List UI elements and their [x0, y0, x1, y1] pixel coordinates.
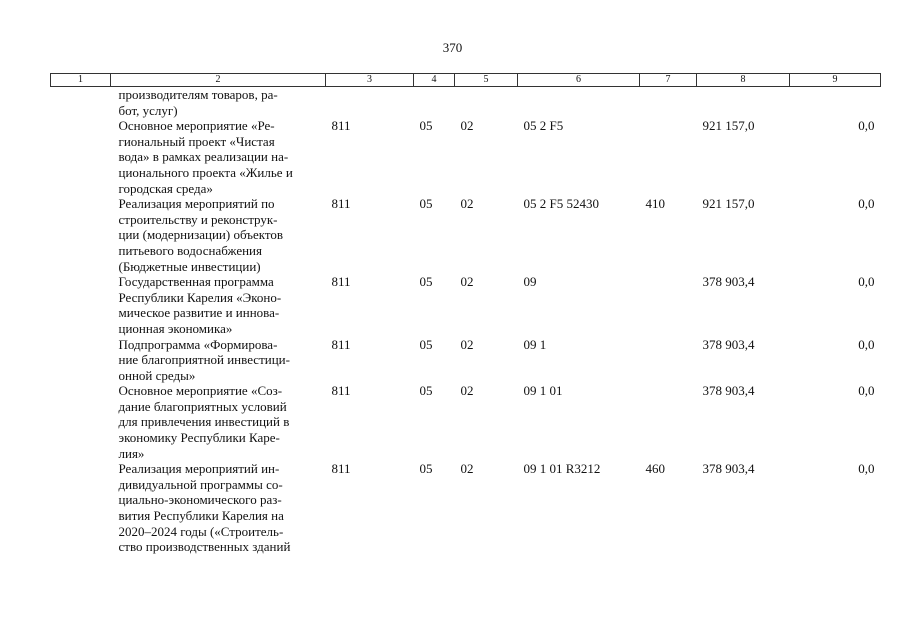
cell-amount-second — [790, 87, 881, 119]
cell-empty — [51, 87, 111, 119]
cell-empty — [51, 118, 111, 196]
cell-empty — [51, 337, 111, 384]
cell-name: Реализация мероприятий по строительству и реконструк- ции (модернизации) объектов питьевого водоснабжения (Бюджетные инвестиции) — [118, 196, 284, 274]
cell-admin-code: 811 — [331, 383, 351, 399]
cell-subsection: 02 — [460, 118, 474, 134]
table-row — [51, 196, 881, 274]
cell-subsection: 02 — [460, 461, 474, 477]
cell-amount: 378 903,4 — [702, 336, 755, 352]
cell-section: 05 — [419, 118, 433, 134]
cell-admin-code: 811 — [331, 336, 351, 352]
cell-section — [414, 87, 455, 119]
cell-target-article: 05 2 F5 52430 — [523, 196, 599, 212]
cell-section: 05 — [419, 383, 433, 399]
cell-amount-second: 0,0 — [858, 274, 875, 290]
cell-admin-code: 811 — [331, 196, 351, 212]
cell-subsection: 02 — [460, 383, 474, 399]
cell-empty — [51, 196, 111, 274]
cell-subsection: 02 — [460, 196, 474, 212]
cell-amount-second: 0,0 — [858, 383, 875, 399]
table-row — [51, 87, 881, 119]
page-number: 370 — [442, 40, 463, 55]
cell-expense-type — [640, 383, 697, 461]
cell-name: Подпрограмма «Формирова- ние благоприятной инвестици- онной среды» — [118, 336, 290, 383]
cell-admin-code: 811 — [331, 118, 351, 134]
cell-amount — [697, 87, 790, 119]
cell-section: 05 — [419, 196, 433, 212]
cell-empty — [51, 383, 111, 461]
cell-target-article: 09 1 01 — [523, 383, 563, 399]
column-number-5: 5 — [455, 74, 518, 87]
table-row — [51, 383, 881, 461]
cell-admin-code: 811 — [331, 461, 351, 477]
cell-target-article: 09 — [523, 274, 537, 290]
column-number-2: 2 — [111, 74, 326, 87]
column-number-9: 9 — [790, 74, 881, 87]
column-number-7: 7 — [640, 74, 697, 87]
cell-target-article — [518, 87, 640, 119]
cell-subsection: 02 — [460, 274, 474, 290]
cell-empty — [51, 274, 111, 336]
cell-admin-code — [326, 87, 414, 119]
budget-table — [50, 73, 881, 555]
cell-empty — [51, 461, 111, 555]
cell-section: 05 — [419, 336, 433, 352]
cell-amount: 921 157,0 — [702, 196, 755, 212]
cell-amount-second: 0,0 — [858, 196, 875, 212]
cell-expense-type — [640, 87, 697, 119]
header-row — [51, 74, 881, 87]
cell-expense-type — [640, 274, 697, 336]
cell-name: Основное мероприятие «Соз- дание благоприятных условий для привлечения инвестиций в экономику Республики Каре- лия» — [118, 383, 290, 461]
cell-amount: 378 903,4 — [702, 274, 755, 290]
cell-name: Государственная программа Республики Карелия «Эконо- мическое развитие и иннова- ционная экономика» — [118, 274, 282, 336]
cell-subsection — [455, 87, 518, 119]
table-body — [51, 87, 881, 555]
cell-amount-second: 0,0 — [858, 336, 875, 352]
cell-expense-type — [640, 337, 697, 384]
cell-amount-second: 0,0 — [858, 461, 875, 477]
cell-amount-second: 0,0 — [858, 118, 875, 134]
cell-expense-type: 410 — [645, 196, 665, 212]
column-number-3: 3 — [326, 74, 414, 87]
cell-target-article: 09 1 — [523, 336, 547, 352]
table-row — [51, 461, 881, 555]
cell-section: 05 — [419, 461, 433, 477]
column-number-1: 1 — [51, 74, 111, 87]
cell-amount: 378 903,4 — [702, 383, 755, 399]
cell-amount: 921 157,0 — [702, 118, 755, 134]
cell-subsection: 02 — [460, 336, 474, 352]
table-row — [51, 274, 881, 336]
cell-section: 05 — [419, 274, 433, 290]
cell-name: Реализация мероприятий ин- дивидуальной программы со- циально-экономического раз- вития Республики Карелия на 2020–2024 годы («Строитель- ство производственных зданий — [118, 461, 291, 555]
cell-name: производителям товаров, ра- бот, услуг) — [118, 87, 278, 118]
table-row — [51, 118, 881, 196]
column-number-4: 4 — [414, 74, 455, 87]
table-row — [51, 337, 881, 384]
cell-target-article: 09 1 01 R3212 — [523, 461, 601, 477]
cell-name: Основное мероприятие «Ре- гиональный проект «Чистая вода» в рамках реализации на- ционального проекта «Жилье и городская среда» — [118, 118, 293, 196]
cell-target-article: 05 2 F5 — [523, 118, 564, 134]
cell-expense-type — [640, 118, 697, 196]
table-header — [51, 74, 881, 87]
cell-expense-type: 460 — [645, 461, 665, 477]
cell-amount: 378 903,4 — [702, 461, 755, 477]
cell-admin-code: 811 — [331, 274, 351, 290]
column-number-8: 8 — [697, 74, 790, 87]
column-number-6: 6 — [518, 74, 640, 87]
